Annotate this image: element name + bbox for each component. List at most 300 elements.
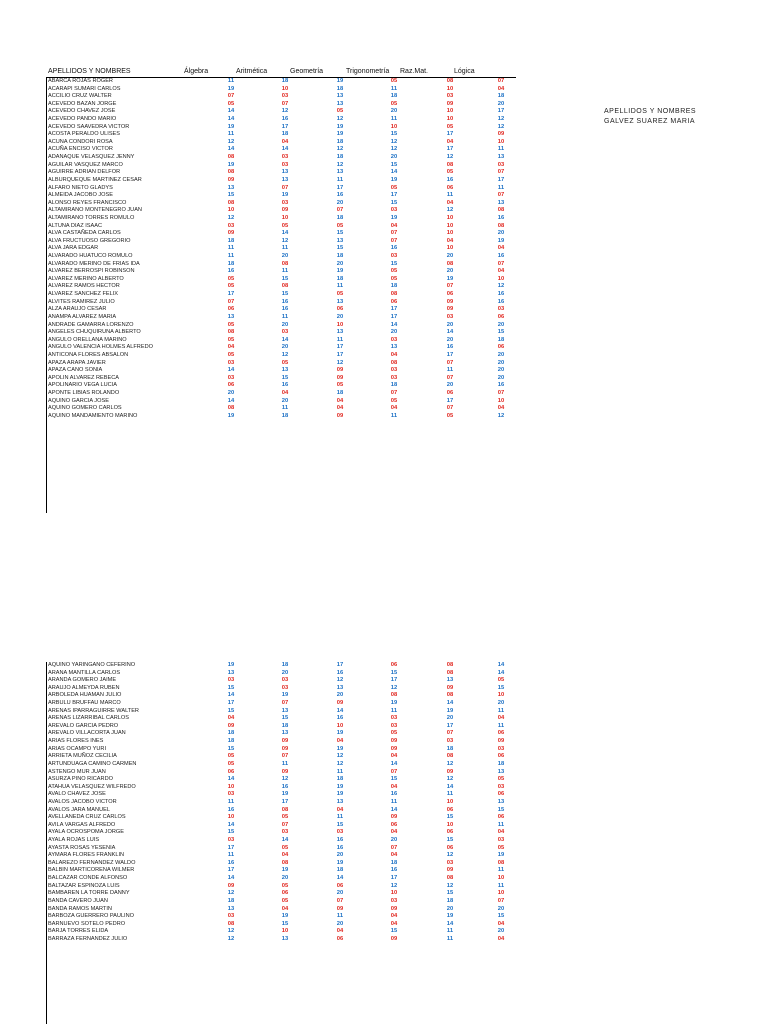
table-row <box>46 185 516 193</box>
student-name: AYALA OCROSPOMA JORGE <box>48 829 124 836</box>
student-name: ANDRADE GAMARRA LORENZO <box>48 321 134 328</box>
grade-cell: 18 <box>227 897 235 904</box>
grade-cell: 18 <box>390 283 398 290</box>
student-name: ARENAS LIZARRIBAL CARLOS <box>48 715 129 722</box>
student-name: AREVALO VILLACORTA JUAN <box>48 730 126 737</box>
grade-cell: 14 <box>446 783 454 790</box>
student-name: AVELLANEDA CRUZ CARLOS <box>48 814 126 821</box>
grade-cell: 13 <box>281 935 289 942</box>
grade-cell: 12 <box>336 146 344 153</box>
grade-cell: 03 <box>497 837 505 844</box>
grade-cell: 16 <box>497 291 505 298</box>
grade-cell: 09 <box>336 367 344 374</box>
grade-cell: 05 <box>281 222 289 229</box>
grade-cell: 15 <box>227 829 235 836</box>
grade-cell: 08 <box>227 154 235 161</box>
grade-cell: 18 <box>336 275 344 282</box>
grade-cell: 11 <box>390 116 398 123</box>
grade-cell: 05 <box>227 275 235 282</box>
table-row <box>46 382 516 390</box>
grade-cell: 09 <box>281 745 289 752</box>
grade-cell: 10 <box>390 123 398 130</box>
table-row <box>46 169 516 177</box>
table-row <box>46 131 516 139</box>
grade-cell: 13 <box>227 184 235 191</box>
student-name: ALVA CASTAÑEDA CARLOS <box>48 230 121 237</box>
grade-cell: 09 <box>390 905 398 912</box>
grade-cell: 20 <box>336 852 344 859</box>
grade-cell: 05 <box>390 268 398 275</box>
grade-cell: 03 <box>446 859 454 866</box>
table-row <box>46 124 516 132</box>
grade-cell: 17 <box>227 844 235 851</box>
grade-cell: 04 <box>497 935 505 942</box>
grade-cell: 08 <box>281 859 289 866</box>
table-row <box>46 829 516 837</box>
grade-cell: 09 <box>446 306 454 313</box>
grade-cell: 14 <box>227 367 235 374</box>
table-row <box>46 761 516 769</box>
side-note-heading: APELLIDOS Y NOMBRES <box>604 108 697 115</box>
grade-cell: 15 <box>390 260 398 267</box>
grade-cell: 07 <box>281 753 289 760</box>
grade-cell: 04 <box>390 405 398 412</box>
table-row <box>46 177 516 185</box>
student-name: AVALOS JARA MANUEL <box>48 806 110 813</box>
grade-cell: 03 <box>390 253 398 260</box>
grade-cell: 05 <box>227 321 235 328</box>
grade-cell: 11 <box>497 722 505 729</box>
grade-cell: 09 <box>390 935 398 942</box>
grade-cell: 13 <box>336 100 344 107</box>
grade-cell: 04 <box>446 237 454 244</box>
grade-cell: 03 <box>390 374 398 381</box>
grade-cell: 20 <box>281 253 289 260</box>
grade-cell: 12 <box>497 283 505 290</box>
grade-cell: 11 <box>336 283 344 290</box>
grade-cell: 05 <box>281 882 289 889</box>
grade-cell: 14 <box>446 329 454 336</box>
student-name: ALTAMIRANO MONTENEGRO JUAN <box>48 207 142 214</box>
student-name: APOLINARIO VEGA LUCIA <box>48 382 118 389</box>
grade-cell: 13 <box>281 176 289 183</box>
table-row <box>46 344 516 352</box>
student-name: ACARAPI SUMARI CARLOS <box>48 85 121 92</box>
grade-cell: 09 <box>446 768 454 775</box>
grade-cell: 03 <box>390 367 398 374</box>
grade-cell: 11 <box>227 245 235 252</box>
grade-cell: 20 <box>336 313 344 320</box>
grade-cell: 04 <box>227 344 235 351</box>
grade-cell: 11 <box>446 935 454 942</box>
grade-cell: 20 <box>281 397 289 404</box>
student-name: ARANDA GOMERO JAIME <box>48 677 117 684</box>
grade-cell: 20 <box>281 875 289 882</box>
grade-cell: 18 <box>336 138 344 145</box>
grade-cell: 11 <box>336 913 344 920</box>
grade-cell: 08 <box>227 169 235 176</box>
grade-cell: 14 <box>390 321 398 328</box>
grade-cell: 05 <box>446 412 454 419</box>
grade-cell: 12 <box>336 359 344 366</box>
grade-cell: 04 <box>390 829 398 836</box>
grade-cell: 11 <box>227 78 235 84</box>
grade-cell: 20 <box>336 692 344 699</box>
grade-cell: 20 <box>497 100 505 107</box>
grade-cell: 14 <box>390 806 398 813</box>
grade-cell: 18 <box>446 745 454 752</box>
grade-cell: 03 <box>227 359 235 366</box>
grade-cell: 20 <box>390 108 398 115</box>
grade-cell: 12 <box>390 146 398 153</box>
grade-cell: 10 <box>281 85 289 92</box>
grade-cell: 12 <box>281 108 289 115</box>
grade-cell: 19 <box>336 123 344 130</box>
grade-cell: 03 <box>281 154 289 161</box>
table-row <box>46 852 516 860</box>
grade-cell: 18 <box>497 760 505 767</box>
grade-cell: 10 <box>336 321 344 328</box>
student-name: APAZA ARAPA JAVIER <box>48 359 106 366</box>
grade-cell: 08 <box>390 291 398 298</box>
grade-cell: 08 <box>446 662 454 668</box>
table-row <box>46 413 516 421</box>
grade-cell: 08 <box>281 260 289 267</box>
student-name: BALCAZAR CONDE ALFONSO <box>48 875 128 882</box>
student-name: AQUINO YARINGANO CEFERINO <box>48 662 136 668</box>
grade-cell: 11 <box>227 131 235 138</box>
grade-cell: 20 <box>497 351 505 358</box>
grade-cell: 18 <box>336 85 344 92</box>
table-row <box>46 753 516 761</box>
grade-cell: 09 <box>446 684 454 691</box>
header-names: APELLIDOS Y NOMBRES <box>48 68 131 75</box>
grade-cell: 09 <box>227 230 235 237</box>
grade-cell: 12 <box>227 214 235 221</box>
student-name: APONTE LIBIAS ROLANDO <box>48 389 120 396</box>
grade-cell: 14 <box>227 146 235 153</box>
header-raz-mat: Raz.Mat. <box>400 68 429 75</box>
grade-cell: 17 <box>336 344 344 351</box>
grade-cell: 19 <box>336 791 344 798</box>
grade-cell: 10 <box>446 245 454 252</box>
grade-cell: 18 <box>281 412 289 419</box>
student-name: ARENAS IPARRAGUIRRE WALTER <box>48 707 139 714</box>
table-row <box>46 867 516 875</box>
grade-cell: 17 <box>390 313 398 320</box>
student-name: ANGULO VALENCIA HOLMES ALFREDO <box>48 344 153 351</box>
table-row <box>46 875 516 883</box>
grade-cell: 20 <box>446 253 454 260</box>
student-name: ALTAMIRANO TORRES ROMULO <box>48 214 135 221</box>
grade-cell: 16 <box>336 192 344 199</box>
grade-cell: 17 <box>281 798 289 805</box>
student-name: BARJA TORRES ELIDA <box>48 928 109 935</box>
grade-cell: 05 <box>336 108 344 115</box>
grade-cell: 10 <box>446 230 454 237</box>
grade-cell: 06 <box>497 814 505 821</box>
grade-cell: 13 <box>336 237 344 244</box>
grade-cell: 05 <box>227 760 235 767</box>
grade-cell: 12 <box>227 935 235 942</box>
student-name: ALVA FRUCTUOSO GREGORIO <box>48 237 131 244</box>
grade-cell: 18 <box>390 93 398 100</box>
grade-cell: 20 <box>446 268 454 275</box>
grade-cell: 13 <box>336 684 344 691</box>
grade-cell: 20 <box>497 359 505 366</box>
grade-cell: 12 <box>336 753 344 760</box>
grade-cell: 09 <box>227 176 235 183</box>
grade-cell: 07 <box>446 730 454 737</box>
grade-cell: 06 <box>497 753 505 760</box>
grade-cell: 14 <box>281 146 289 153</box>
grade-cell: 04 <box>336 738 344 745</box>
grade-cell: 05 <box>227 100 235 107</box>
grade-cell: 10 <box>227 814 235 821</box>
grade-cell: 04 <box>227 715 235 722</box>
table-row <box>46 367 516 375</box>
table-row <box>46 276 516 284</box>
grade-cell: 11 <box>446 192 454 199</box>
student-name: ACEVEDO CHAVEZ JOSE <box>48 108 116 115</box>
grade-cell: 08 <box>446 692 454 699</box>
student-name: ALVA JARA EDGAR <box>48 245 99 252</box>
grade-cell: 03 <box>281 829 289 836</box>
grade-cell: 08 <box>446 260 454 267</box>
grade-cell: 12 <box>390 882 398 889</box>
grade-cell: 20 <box>497 374 505 381</box>
table-row <box>46 78 516 86</box>
grade-cell: 13 <box>281 367 289 374</box>
grade-cell: 03 <box>281 329 289 336</box>
grade-cell: 19 <box>390 214 398 221</box>
grade-cell: 10 <box>446 821 454 828</box>
grade-cell: 20 <box>497 700 505 707</box>
grade-cell: 10 <box>497 692 505 699</box>
student-name: ALTUNA DIAZ ISAAC <box>48 222 102 229</box>
grade-cell: 18 <box>336 214 344 221</box>
grade-cell: 20 <box>281 669 289 676</box>
grade-cell: 09 <box>281 738 289 745</box>
grade-cell: 19 <box>227 662 235 668</box>
grade-cell: 11 <box>281 313 289 320</box>
header-aritmetica: Aritmética <box>236 68 268 75</box>
grade-cell: 09 <box>281 207 289 214</box>
student-name: AYMARA FLORES FRANKLIN <box>48 852 125 859</box>
grade-cell: 03 <box>281 684 289 691</box>
grade-cell: 14 <box>227 776 235 783</box>
grade-cell: 15 <box>336 230 344 237</box>
grade-cell: 10 <box>446 85 454 92</box>
grade-cell: 20 <box>497 230 505 237</box>
grade-cell: 14 <box>227 692 235 699</box>
grade-cell: 05 <box>497 677 505 684</box>
student-name: ASTENGO MUR JUAN <box>48 768 106 775</box>
grade-cell: 16 <box>336 715 344 722</box>
header-algebra: Álgebra <box>184 68 209 75</box>
grade-cell: 11 <box>336 768 344 775</box>
grade-cell: 14 <box>390 760 398 767</box>
grade-cell: 16 <box>446 344 454 351</box>
grade-cell: 15 <box>281 715 289 722</box>
grade-cell: 17 <box>227 291 235 298</box>
grade-cell: 15 <box>390 776 398 783</box>
student-name: BANDA CAVERO JUAN <box>48 897 108 904</box>
grade-cell: 17 <box>446 722 454 729</box>
grade-cell: 06 <box>446 291 454 298</box>
grade-cell: 03 <box>390 897 398 904</box>
grade-cell: 05 <box>281 897 289 904</box>
grade-cell: 14 <box>227 108 235 115</box>
grade-cell: 08 <box>227 405 235 412</box>
grade-cell: 03 <box>227 837 235 844</box>
student-name: ARRIETA MUÑOZ CECILIA <box>48 753 117 760</box>
grade-cell: 10 <box>446 222 454 229</box>
grade-cell: 16 <box>497 382 505 389</box>
table-row <box>46 238 516 246</box>
grade-cell: 15 <box>281 275 289 282</box>
student-name: ACEVEDO PANDO MARIO <box>48 116 117 123</box>
student-name: ARAUJO ALMEYDA RUBEN <box>48 684 120 691</box>
grade-cell: 06 <box>390 298 398 305</box>
grade-cell: 04 <box>390 753 398 760</box>
grade-cell: 08 <box>497 222 505 229</box>
table-row <box>46 860 516 868</box>
grade-cell: 06 <box>446 806 454 813</box>
grades-table-1 <box>46 78 516 420</box>
grade-cell: 16 <box>390 791 398 798</box>
student-name: APAZA CANO SONIA <box>48 367 103 374</box>
grade-cell: 17 <box>497 108 505 115</box>
grade-cell: 06 <box>446 389 454 396</box>
grade-cell: 20 <box>497 321 505 328</box>
grade-cell: 19 <box>281 913 289 920</box>
grade-cell: 07 <box>390 237 398 244</box>
grade-cell: 16 <box>227 859 235 866</box>
grade-cell: 06 <box>336 306 344 313</box>
grade-cell: 17 <box>336 351 344 358</box>
table-row <box>46 898 516 906</box>
grade-cell: 12 <box>336 677 344 684</box>
grade-cell: 20 <box>281 321 289 328</box>
table-row <box>46 814 516 822</box>
grade-cell: 19 <box>227 123 235 130</box>
table-row <box>46 730 516 738</box>
student-name: AQUINO MANDAMIENTO MARINO <box>48 412 138 419</box>
grade-cell: 10 <box>497 890 505 897</box>
grade-cell: 10 <box>227 207 235 214</box>
grade-cell: 04 <box>497 829 505 836</box>
grade-cell: 12 <box>497 412 505 419</box>
table-row <box>46 936 516 944</box>
grade-cell: 17 <box>227 700 235 707</box>
grade-cell: 04 <box>281 138 289 145</box>
grade-cell: 14 <box>497 669 505 676</box>
student-name: BARRAZA FERNANDEZ JULIO <box>48 935 128 942</box>
table-row <box>46 230 516 238</box>
grade-cell: 07 <box>336 207 344 214</box>
grade-cell: 17 <box>281 123 289 130</box>
grade-cell: 03 <box>390 336 398 343</box>
student-name: AGUIRRE ADRIAN DELFOR <box>48 169 121 176</box>
grade-cell: 20 <box>390 329 398 336</box>
grade-cell: 04 <box>390 852 398 859</box>
grade-cell: 18 <box>446 897 454 904</box>
grade-cell: 10 <box>281 928 289 935</box>
table-row <box>46 200 516 208</box>
grade-cell: 16 <box>497 253 505 260</box>
grade-cell: 06 <box>227 306 235 313</box>
student-name: BALAREZO FERNANDEZ WALDO <box>48 859 136 866</box>
grade-cell: 20 <box>336 260 344 267</box>
grade-cell: 12 <box>227 138 235 145</box>
grade-cell: 18 <box>336 389 344 396</box>
grade-cell: 18 <box>227 738 235 745</box>
grade-cell: 08 <box>281 283 289 290</box>
grade-cell: 06 <box>446 844 454 851</box>
table-row <box>46 890 516 898</box>
grade-cell: 16 <box>281 116 289 123</box>
grade-cell: 18 <box>281 722 289 729</box>
student-name: ARTUNDUAGA CAMINO CARMEN <box>48 760 137 767</box>
grade-cell: 11 <box>390 707 398 714</box>
table-row <box>46 677 516 685</box>
grade-cell: 05 <box>446 169 454 176</box>
grade-cell: 04 <box>336 806 344 813</box>
grade-cell: 09 <box>497 738 505 745</box>
student-name: ACEVEDO SAAVEDRA VICTOR <box>48 123 130 130</box>
grade-cell: 17 <box>446 131 454 138</box>
grade-cell: 13 <box>227 669 235 676</box>
grade-cell: 12 <box>446 760 454 767</box>
grade-cell: 11 <box>227 798 235 805</box>
grade-cell: 20 <box>446 905 454 912</box>
grade-cell: 16 <box>336 837 344 844</box>
grade-cell: 14 <box>390 169 398 176</box>
grade-cell: 17 <box>227 867 235 874</box>
grade-cell: 16 <box>281 306 289 313</box>
grade-cell: 15 <box>446 837 454 844</box>
table-row <box>46 268 516 276</box>
grade-cell: 18 <box>336 776 344 783</box>
student-name: AVALO CHAVEZ JOSE <box>48 791 106 798</box>
grade-cell: 18 <box>390 382 398 389</box>
grade-cell: 17 <box>390 306 398 313</box>
table-row <box>46 306 516 314</box>
grades-table-2 <box>46 662 516 944</box>
grade-cell: 14 <box>497 662 505 668</box>
grade-cell: 13 <box>336 329 344 336</box>
table-row <box>46 283 516 291</box>
grade-cell: 05 <box>446 123 454 130</box>
student-name: ALMEIDA JACOBO JOSE <box>48 192 113 199</box>
grade-cell: 10 <box>227 783 235 790</box>
grade-cell: 07 <box>390 230 398 237</box>
grade-cell: 03 <box>446 738 454 745</box>
grade-cell: 12 <box>336 161 344 168</box>
grade-cell: 12 <box>281 776 289 783</box>
grade-cell: 11 <box>281 760 289 767</box>
grade-cell: 04 <box>390 913 398 920</box>
student-name: AYALA ROJAS LUIS <box>48 837 100 844</box>
grade-cell: 15 <box>281 291 289 298</box>
grade-cell: 03 <box>497 745 505 752</box>
grade-cell: 05 <box>390 184 398 191</box>
grade-cell: 15 <box>390 161 398 168</box>
grade-cell: 03 <box>227 913 235 920</box>
student-name: ALVAREZ MERINO ALBERTO <box>48 275 124 282</box>
grade-cell: 03 <box>281 93 289 100</box>
